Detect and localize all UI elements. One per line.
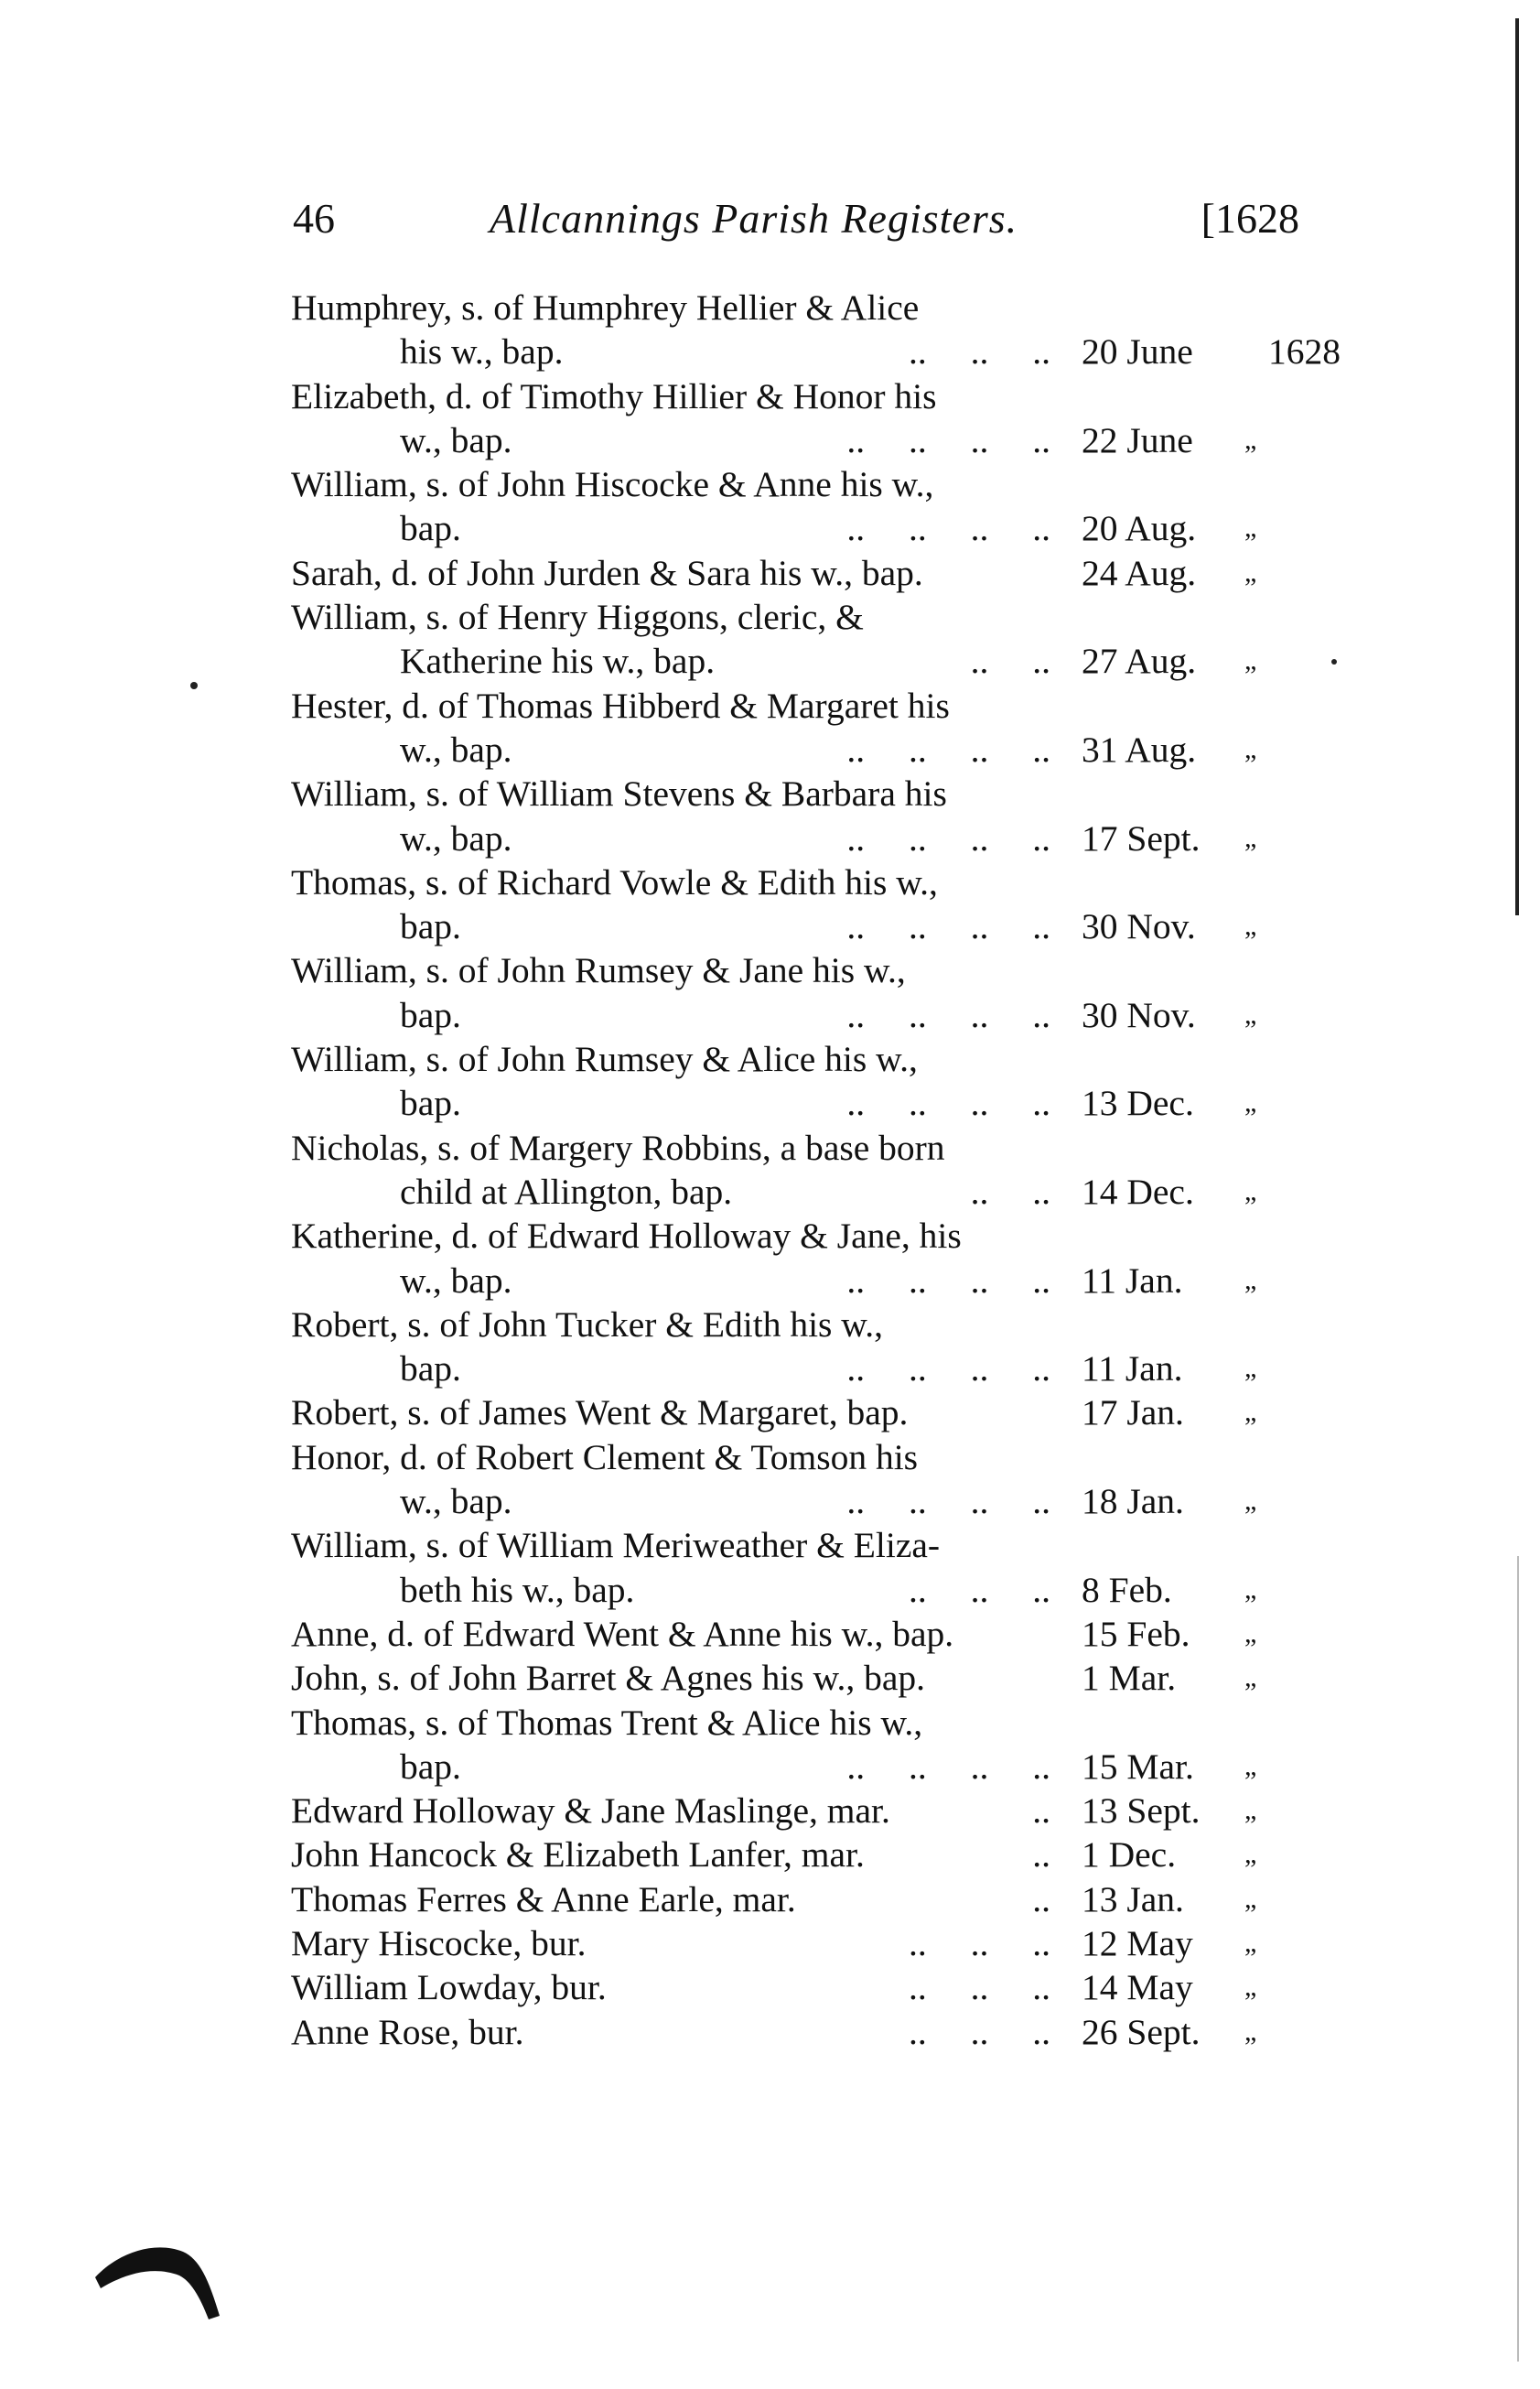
entry-date: 14 May (1082, 1967, 1193, 2008)
entry-date: 20 June (1082, 331, 1193, 373)
page-number: 46 (293, 195, 335, 242)
entry-text: Anne, d. of Edward Went & Anne his w., bap. (291, 1613, 954, 1654)
entry-text: William, s. of John Rumsey & Jane his w., (291, 950, 906, 991)
entry-text: his w., bap. (400, 331, 564, 373)
page-edge-shadow-lower (1517, 1556, 1519, 2362)
leader-dots: .. .. .. .. (846, 729, 1050, 770)
entry-date: 17 Jan. (1082, 1392, 1184, 1433)
entry-line (291, 1390, 1307, 1434)
entry-date: 17 Sept. (1082, 817, 1201, 859)
entry-date: 26 Sept. (1082, 2011, 1201, 2052)
entry-line (291, 330, 1341, 373)
ink-speck (190, 682, 198, 689)
leader-dots: .. .. .. (909, 1922, 1050, 1963)
entry-text: w., bap. (400, 1481, 512, 1522)
entry-line (291, 1170, 1307, 1214)
leader-dots: .. .. .. (909, 1967, 1050, 2008)
entry-text: bap. (400, 906, 461, 947)
entry-line (291, 374, 1307, 418)
entry-text: Nicholas, s. of Margery Robbins, a base born (291, 1127, 945, 1168)
ditto-mark: „ (1244, 1927, 1257, 1958)
entry-line (291, 860, 1307, 904)
entry-line (291, 1523, 1307, 1567)
ditto-mark: „ (1244, 1264, 1257, 1295)
leader-dots: .. .. .. .. (846, 1259, 1050, 1301)
leader-dots: .. .. .. .. (846, 1746, 1050, 1787)
ditto-mark: „ (1244, 2016, 1257, 2047)
leader-dots: .. .. .. .. (846, 419, 1050, 460)
ditto-mark: „ (1244, 1839, 1257, 1870)
entry-text: w., bap. (400, 1259, 512, 1301)
ditto-mark: „ (1244, 733, 1257, 764)
entry-text: Honor, d. of Robert Clement & Tomson his (291, 1436, 919, 1477)
ditto-mark: „ (1244, 1175, 1257, 1206)
entry-date: 14 Dec. (1082, 1171, 1194, 1212)
entry-text: Sarah, d. of John Jurden & Sara his w., bap. (291, 552, 923, 593)
leader-dots: .. .. .. .. (846, 508, 1050, 549)
entry-date: 13 Sept. (1082, 1790, 1201, 1832)
entry-date: 8 Feb. (1082, 1569, 1172, 1610)
leader-dots: .. (1032, 1834, 1050, 1876)
entry-line (291, 1965, 1307, 2009)
entry-line (291, 1259, 1307, 1303)
ditto-mark: „ (1244, 557, 1257, 588)
entry-text: John Hancock & Elizabeth Lanfer, mar. (291, 1834, 865, 1876)
leader-dots: .. .. .. .. (846, 1083, 1050, 1124)
entry-date: 24 Aug. (1082, 552, 1197, 593)
entry-line (291, 595, 1307, 639)
entry-text: Hester, d. of Thomas Hibberd & Margaret his (291, 685, 950, 726)
entry-line (291, 1701, 1307, 1745)
entry-text: bap. (400, 1083, 461, 1124)
entry-text: William, s. of William Stevens & Barbara his (291, 773, 947, 815)
ditto-mark: „ (1244, 1486, 1257, 1517)
entry-text: child at Allington, bap. (400, 1171, 733, 1212)
entry-text: Edward Holloway & Jane Maslinge, mar. (291, 1790, 890, 1832)
entry-line (291, 1214, 1307, 1258)
ditto-mark: „ (1244, 1972, 1257, 2003)
ditto-mark: „ (1244, 1662, 1257, 1693)
entry-text: bap. (400, 1746, 461, 1787)
entry-text: Thomas, s. of Richard Vowle & Edith his w., (291, 861, 938, 903)
ditto-mark: „ (1244, 1883, 1257, 1914)
entry-line (291, 1568, 1307, 1612)
ditto-mark: „ (1244, 1353, 1257, 1384)
entry-line (291, 1037, 1307, 1081)
ditto-mark: „ (1244, 513, 1257, 544)
leader-dots: .. .. .. .. (846, 994, 1050, 1035)
leader-dots: .. .. .. .. (846, 1481, 1050, 1522)
ditto-mark: „ (1244, 822, 1257, 853)
entry-date: 11 Jan. (1082, 1259, 1183, 1301)
entry-line (291, 1921, 1307, 1965)
entry-line (291, 728, 1307, 772)
ditto-mark: „ (1244, 999, 1257, 1030)
entry-text: William, s. of William Meriweather & Eliza- (291, 1525, 941, 1566)
entry-line (291, 816, 1307, 860)
entry-date: 27 Aug. (1082, 641, 1197, 682)
entry-line (291, 1612, 1307, 1656)
leader-dots: .. .. .. (909, 1569, 1050, 1610)
entry-line (291, 2010, 1307, 2054)
leader-dots: .. .. .. (909, 2011, 1050, 2052)
entry-line (291, 1126, 1307, 1170)
ink-speck (1331, 659, 1337, 665)
leader-dots: .. .. .. .. (846, 1348, 1050, 1389)
entry-text: bap. (400, 508, 461, 549)
entry-date: 1 Dec. (1082, 1834, 1177, 1876)
entry-text: w., bap. (400, 729, 512, 770)
entry-date: 11 Jan. (1082, 1348, 1183, 1389)
leader-dots: .. .. .. (909, 331, 1050, 373)
entry-line (291, 1081, 1307, 1125)
entry-line (291, 1789, 1307, 1832)
leader-dots: .. .. (970, 641, 1050, 682)
entry-text: w., bap. (400, 817, 512, 859)
entry-line (291, 551, 1307, 595)
ditto-mark: „ (1244, 424, 1257, 455)
entry-text: Robert, s. of John Tucker & Edith his w., (291, 1303, 884, 1345)
entry-line (291, 1656, 1307, 1700)
ditto-mark: „ (1244, 1750, 1257, 1781)
entry-date: 13 Dec. (1082, 1083, 1194, 1124)
entry-date: 15 Mar. (1082, 1746, 1194, 1787)
entry-line (291, 993, 1307, 1037)
leader-dots: .. .. .. .. (846, 906, 1050, 947)
entry-text: Humphrey, s. of Humphrey Hellier & Alice (291, 287, 920, 328)
entry-line (291, 1745, 1307, 1789)
thumb-mark (92, 2224, 229, 2325)
entry-line (291, 1346, 1307, 1390)
entry-text: Elizabeth, d. of Timothy Hillier & Honor his (291, 375, 937, 416)
entry-text: William, s. of Henry Higgons, cleric, & (291, 597, 864, 638)
leader-dots: .. .. .. .. (846, 817, 1050, 859)
entry-text: Anne Rose, bur. (291, 2011, 524, 2052)
entry-text: Katherine, d. of Edward Holloway & Jane, his (291, 1216, 962, 1257)
entry-line (291, 1303, 1307, 1346)
entry-date: 1 Mar. (1082, 1658, 1177, 1699)
header-year: [1628 (1201, 195, 1299, 242)
entry-line (291, 462, 1307, 506)
entry-line (291, 772, 1307, 816)
entry-text: William Lowday, bur. (291, 1967, 607, 2008)
register-entries (291, 286, 1341, 2054)
leader-dots: .. .. (970, 1171, 1050, 1212)
entry-text: beth his w., bap. (400, 1569, 635, 1610)
entry-text: Robert, s. of James Went & Margaret, bap. (291, 1392, 909, 1433)
entry-line (291, 1832, 1307, 1876)
running-title: Allcannings Parish Registers. (490, 195, 1018, 242)
entry-date: 18 Jan. (1082, 1481, 1184, 1522)
leader-dots: .. (1032, 1790, 1050, 1832)
ditto-mark: „ (1244, 645, 1257, 676)
entry-text: John, s. of John Barret & Agnes his w., bap. (291, 1658, 926, 1699)
entry-date: 15 Feb. (1082, 1613, 1190, 1654)
entry-text: Mary Hiscocke, bur. (291, 1922, 587, 1963)
entry-date: 22 June (1082, 419, 1193, 460)
ditto-mark: „ (1244, 1795, 1257, 1826)
entry-text: William, s. of John Hiscocke & Anne his w., (291, 464, 934, 505)
ditto-mark: „ (1244, 1397, 1257, 1428)
entry-date: 12 May (1082, 1922, 1193, 1963)
entry-line (291, 684, 1307, 728)
ditto-mark: „ (1244, 1573, 1257, 1605)
entry-year: 1628 (1268, 331, 1341, 373)
ditto-mark: „ (1244, 1087, 1257, 1119)
entry-text: Thomas Ferres & Anne Earle, mar. (291, 1878, 796, 1919)
entry-date: 30 Nov. (1082, 906, 1196, 947)
entry-text: bap. (400, 1348, 461, 1389)
entry-text: Katherine his w., bap. (400, 641, 716, 682)
entry-text: w., bap. (400, 419, 512, 460)
entry-date: 30 Nov. (1082, 994, 1196, 1035)
entry-text: Thomas, s. of Thomas Trent & Alice his w., (291, 1702, 923, 1743)
entry-line (291, 639, 1307, 683)
entry-line (291, 286, 1307, 330)
entry-line (291, 506, 1307, 550)
ditto-mark: „ (1244, 1617, 1257, 1649)
entry-line (291, 1877, 1307, 1921)
ditto-mark: „ (1244, 911, 1257, 942)
entry-date: 20 Aug. (1082, 508, 1197, 549)
leader-dots: .. (1032, 1878, 1050, 1919)
entry-line (291, 948, 1307, 992)
page-edge-shadow (1515, 18, 1519, 915)
entry-text: William, s. of John Rumsey & Alice his w., (291, 1039, 918, 1080)
entry-date: 31 Aug. (1082, 729, 1197, 770)
entry-line (291, 418, 1307, 462)
running-header (293, 194, 1299, 258)
entry-text: bap. (400, 994, 461, 1035)
entry-line (291, 1435, 1307, 1479)
entry-date: 13 Jan. (1082, 1878, 1184, 1919)
entry-line (291, 1479, 1307, 1523)
entry-line (291, 904, 1307, 948)
